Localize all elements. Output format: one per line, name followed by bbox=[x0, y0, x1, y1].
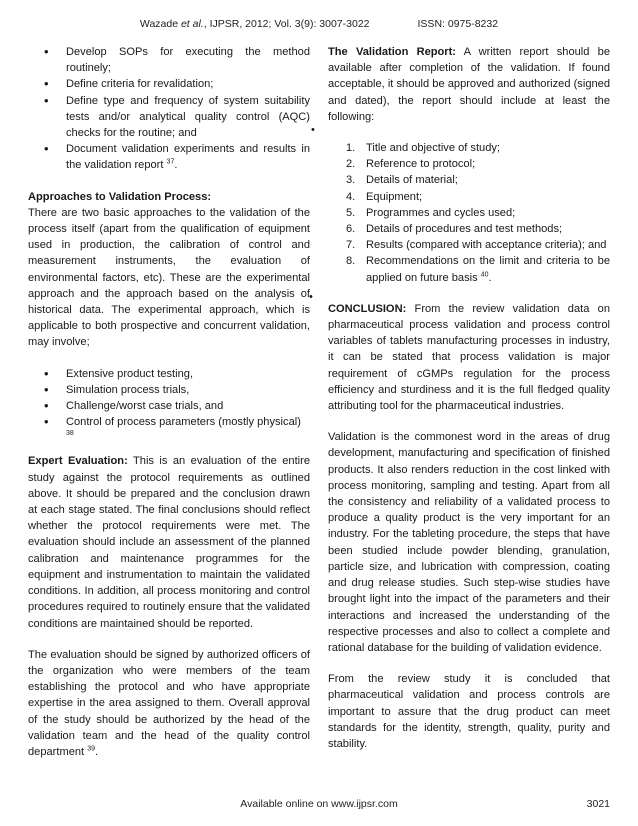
list-item: • Define type and frequency of system suitability tests and/or analytical quality control (AQC) checks for the routine; and bbox=[28, 93, 310, 142]
right-column bbox=[328, 44, 610, 752]
page-number: 3021 bbox=[586, 798, 610, 810]
validation-definition-paragraph: Validation is the commonest word in the areas of drug development, manufacturing and specification of finished products. It also renders reduction in the cost linked with process monitoring, sampling and testing. Apart from all the consistency and reliability of a validated process to produce a quality product is the very important for an industry. For the tableting procedure, the steps that have been studied include powder blending, granulation, particle size, and lubrication with compression, coating and drug release studies. Such step-wise studies have brought light into the impact of the parameters and their interactions and increased the understanding of the respective processes and also to collect a complete and rational database for the building of validation evidence. bbox=[328, 431, 610, 654]
approaches-paragraph: There are two basic approaches to the validation of the process itself (apart from the qualification of equipment used in production, the calibration of control and measurement instruments, the evaluation of environmental factors, etc). These are the experimental approach and the approach based on the analysis of historical data. The experimental approach, which is applicable to both prospective and concurrent validation, may involve; bbox=[28, 206, 310, 349]
list-item-text: Recommendations on the limit and criteria to be applied on future basis bbox=[366, 255, 610, 284]
list-item-end: . bbox=[488, 271, 492, 284]
conclusion-paragraph bbox=[328, 301, 610, 414]
left-column bbox=[28, 44, 310, 760]
heading-text: Expert Evaluation: bbox=[28, 455, 128, 468]
list-item: • Simulation process trials, bbox=[28, 382, 310, 398]
section-heading-approaches bbox=[28, 189, 310, 205]
list-item bbox=[28, 141, 310, 173]
paragraph-end: . bbox=[95, 745, 99, 758]
list-item bbox=[328, 253, 610, 285]
method-bullet-list bbox=[28, 44, 310, 174]
list-item-text: Programmes and cycles used; bbox=[366, 206, 516, 219]
heading-text: Approaches to Validation Process: bbox=[28, 190, 212, 203]
paragraph-text: The evaluation should be signed by authorized officers of the organization who were members of the team establishing the protocol and who have appropriate expertise in the area assigned to them. Overall approval of the study should be authorized by the head of the validation team and the head of the quality control department bbox=[28, 648, 310, 758]
list-item bbox=[328, 237, 610, 253]
list-item-end: . bbox=[174, 159, 178, 172]
list-item-text: Equipment; bbox=[366, 190, 423, 203]
list-item: • Extensive product testing, bbox=[28, 366, 310, 382]
list-number: 5. bbox=[346, 206, 356, 219]
paragraph-text: A written report should be available after completion of the validation. If found acceptable, it should be approved and authorized (signed and dated), the report should include at least the following: bbox=[328, 46, 610, 123]
list-item-text: Details of procedures and test methods; bbox=[366, 223, 563, 236]
list-item-text: Reference to protocol; bbox=[366, 158, 476, 171]
list-item bbox=[328, 140, 610, 156]
list-number: 7. bbox=[346, 239, 356, 252]
list-item bbox=[328, 189, 610, 205]
closing-paragraph: From the review study it is concluded that pharmaceutical validation and process controls are important to assure that the drug product can meet standards for the identity, strength, quality, purity and stability. bbox=[328, 673, 610, 750]
list-item-text: Results (compared with acceptance criteria); and bbox=[366, 239, 607, 252]
journal-volume: , IJPSR, 2012; Vol. 3(9): 3007-3022 bbox=[203, 18, 370, 30]
list-number: 3. bbox=[346, 174, 356, 187]
citation-ref: 40 bbox=[480, 270, 489, 278]
list-number: 8. bbox=[346, 255, 356, 268]
list-item-text: Title and objective of study; bbox=[366, 142, 501, 155]
stray-bullet-mark: • bbox=[311, 124, 315, 136]
citation-ref: 38 bbox=[66, 430, 74, 438]
journal-etal: et al. bbox=[180, 18, 204, 30]
report-contents-list bbox=[328, 140, 610, 286]
page-header bbox=[0, 18, 638, 30]
signature-paragraph bbox=[28, 647, 310, 760]
paragraph-text: From the review validation data on pharmaceutical process validation and process control variables of tablets manufacturing processes in industry, it can be stated that process validation is major requirement of cGMPs regulation for the process efficiency and sturdiness and it is the full fledged quality attributing tool for the pharmaceutical industries. bbox=[328, 302, 610, 413]
list-item bbox=[328, 156, 610, 172]
footer-availability: Available online on www.ijpsr.com bbox=[240, 798, 398, 810]
list-item bbox=[328, 205, 610, 221]
paragraph-text: This is an evaluation of the entire study against the protocol requirements as outlined above. It should be prepared and the conclusion drawn at each stage stated. The final conclusions should reflect whether the protocol requirements were met. The evaluation should include an assessment of the planned calibration and maintenance programmes for the equipment and instrumentation to maintain the validated conditions. In addition, all process monitoring and control procedures required to routinely ensure that the validated conditions are maintained should be reported. bbox=[28, 455, 310, 630]
list-number: 1. bbox=[346, 142, 356, 155]
list-number: 6. bbox=[346, 223, 356, 236]
journal-citation bbox=[140, 18, 370, 30]
approach-bullet-list bbox=[28, 366, 310, 431]
list-item-text: Details of material; bbox=[366, 174, 458, 187]
validation-report-paragraph bbox=[328, 44, 610, 125]
issn-label: ISSN: 0975-8232 bbox=[417, 18, 499, 30]
list-item: • Control of process parameters (mostly physical) bbox=[28, 414, 310, 430]
list-number: 4. bbox=[346, 190, 356, 203]
stray-bullet-mark: • bbox=[309, 291, 313, 303]
list-item-text: Document validation experiments and results in the validation report bbox=[66, 143, 310, 172]
citation-ref: 39 bbox=[87, 745, 96, 753]
list-item: • Challenge/worst case trials, and bbox=[28, 398, 310, 414]
citation-ref: 37 bbox=[166, 158, 175, 166]
list-number: 2. bbox=[346, 158, 356, 171]
list-item bbox=[328, 172, 610, 188]
list-item: • Develop SOPs for executing the method routinely; bbox=[28, 44, 310, 76]
journal-author: Wazade bbox=[139, 18, 181, 30]
list-item bbox=[328, 221, 610, 237]
heading-text: The Validation Report: bbox=[328, 46, 457, 58]
heading-text: CONCLUSION: bbox=[328, 302, 407, 315]
expert-evaluation-paragraph bbox=[28, 453, 310, 631]
list-item: • Define criteria for revalidation; bbox=[28, 76, 310, 92]
